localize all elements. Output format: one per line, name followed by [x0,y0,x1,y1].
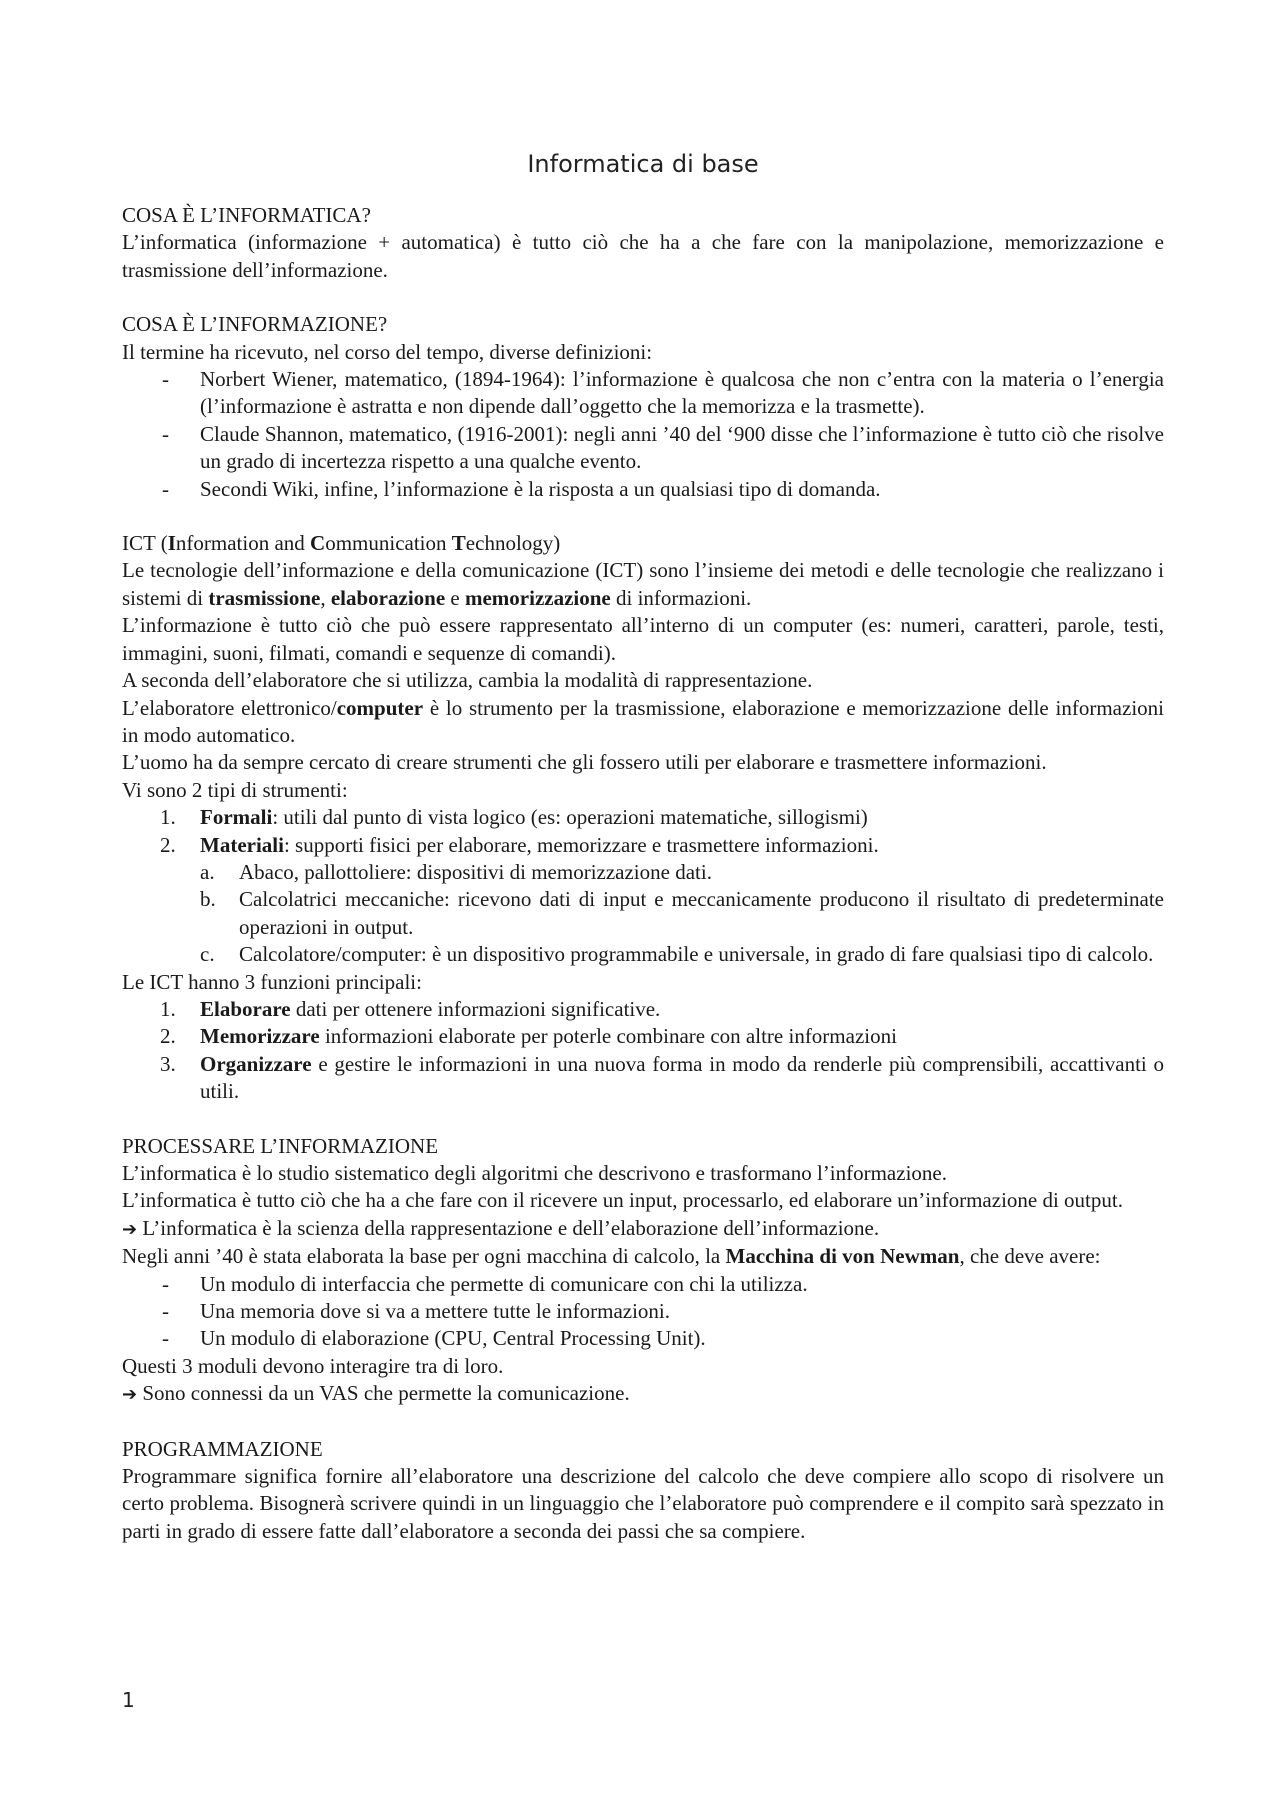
paragraph: L’informatica è tutto ciò che ha a che fare con il ricevere un input, processarlo, ed elaborare un’informazione di output. [122,1188,1123,1213]
page-content [122,148,1164,1545]
dash-marker: - [162,421,169,446]
paragraph: Programmare significa fornire all’elaboratore una descrizione del calcolo che deve compiere allo scopo di risolvere un certo problema. Bisognerà scrivere quindi in un linguaggio che l’elaboratore può comprendere e il compito sarà spezzato in parti in grado di essere fatte dall’elaboratore a seconda dei passi che sa compiere. [122,1464,1164,1543]
page-title: Informatica di base [527,150,759,178]
paragraph: A seconda dell’elaboratore che si utilizza, cambia la modalità di rappresentazione. [122,668,813,693]
paragraph: Le ICT hanno 3 funzioni principali: [122,969,422,994]
paragraph: Il termine ha ricevuto, nel corso del tempo, diverse definizioni: [122,339,653,364]
page-number: 1 [122,1688,135,1712]
list-item: 3. Organizzare e gestire le informazioni in una nuova forma in modo da renderle più comprensibili, accattivanti o utili. [160,1051,1164,1104]
list-item: - Un modulo di elaborazione (CPU, Central Processing Unit). [122,1325,1164,1352]
paragraph: Le tecnologie dell’informazione e della comunicazione (ICT) sono l’insieme dei metodi e delle tecnologie che realizzano i sistemi di trasmissione, elaborazione e memorizzazione di informazioni. [122,558,1164,610]
paragraph: L’elaboratore elettronico/computer è lo strumento per la trasmissione, elaborazione e memorizzazione delle informazioni in modo automatico. [122,695,1164,747]
arrow-icon: ➔ [122,1384,138,1406]
list-item: 2. Memorizzare informazioni elaborate per poterle combinare con altre informazioni [160,1024,897,1049]
section-heading-informatica: COSA È L’INFORMATICA? [122,203,371,227]
list-item: a. Abaco, pallottoliere: dispositivi di memorizzazione dati. [200,859,712,884]
section-heading-informazione: COSA È L’INFORMAZIONE? [122,312,388,337]
paragraph: Negli anni ’40 è stata elaborata la base per ogni macchina di calcolo, la Macchina di von Newman, che deve avere: [122,1244,1101,1269]
list-item: b. Calcolatrici meccaniche: ricevono dati di input e meccanicamente producono il risultato di predeterminate operazioni in output. [200,887,1164,939]
list-item: - Norbert Wiener, matematico, (1894-1964): l’informazione è qualcosa che non c’entra con la materia o l’energia (l’informazione è astratta e non dipende dall’oggetto che la memorizza e la trasmette). [162,367,1164,419]
paragraph: L’informazione è tutto ciò che può essere rappresentato all’interno di un computer (es: numeri, caratteri, parole, testi, immagini, suoni, filmati, comandi e sequenze di comandi). [122,613,1164,665]
dash-marker: - [162,1326,169,1351]
list-item: - Un modulo di interfaccia che permette di comunicare con chi la utilizza. [122,1271,1164,1298]
section-heading-processare: PROCESSARE L’INFORMAZIONE [122,1133,439,1158]
dash-marker: - [162,367,169,392]
list-item: - Una memoria dove si va a mettere tutte le informazioni. [122,1298,1164,1325]
dash-marker: - [162,1271,169,1296]
paragraph: ➔ L’informatica è la scienza della rappresentazione e dell’elaborazione dell’informazione. [122,1215,880,1240]
paragraph: L’uomo ha da sempre cercato di creare strumenti che gli fossero utili per elaborare e trasmettere informazioni. [122,750,1047,775]
list-item: c. Calcolatore/computer: è un dispositivo programmabile e universale, in grado di fare qualsiasi tipo di calcolo. [200,942,1154,967]
list-item: - Secondi Wiki, infine, l’informazione è la risposta a un qualsiasi tipo di domanda. [122,476,1164,503]
list-item: 1. Elaborare dati per ottenere informazioni significative. [160,996,661,1021]
paragraph: L’informatica (informazione + automatica) è tutto ciò che ha a che fare con la manipolazione, memorizzazione e trasmissione dell’informazione. [122,230,1164,282]
paragraph: ➔ Sono connessi da un VAS che permette la comunicazione. [122,1381,630,1406]
list-item: - Claude Shannon, matematico, (1916-2001): negli anni ’40 del ‘900 disse che l’informazione è tutto ciò che risolve un grado di incertezza rispetto a una qualche evento. [162,421,1164,474]
von-newman-list [122,1271,1164,1353]
dash-marker: - [162,1299,169,1324]
list-item: 1. Formali: utili dal punto di vista logico (es: operazioni matematiche, sillogismi) [160,805,868,830]
materials-sublist [122,859,1164,969]
definitions-list [122,366,1164,503]
paragraph: L’informatica è lo studio sistematico degli algoritmi che descrivono e trasformano l’informazione. [122,1161,947,1185]
tools-list [122,804,1164,859]
section-heading-ict: ICT (Information and Communication Technology) [122,531,561,556]
paragraph: Questi 3 moduli devono interagire tra di loro. [122,1353,504,1378]
arrow-icon: ➔ [122,1218,138,1240]
list-item: 2. Materiali: supporti fisici per elaborare, memorizzare e trasmettere informazioni. [160,832,879,857]
dash-marker: - [162,476,169,501]
paragraph: Vi sono 2 tipi di strumenti: [122,777,348,802]
section-heading-programmazione: PROGRAMMAZIONE [122,1436,323,1461]
functions-list [122,996,1164,1106]
